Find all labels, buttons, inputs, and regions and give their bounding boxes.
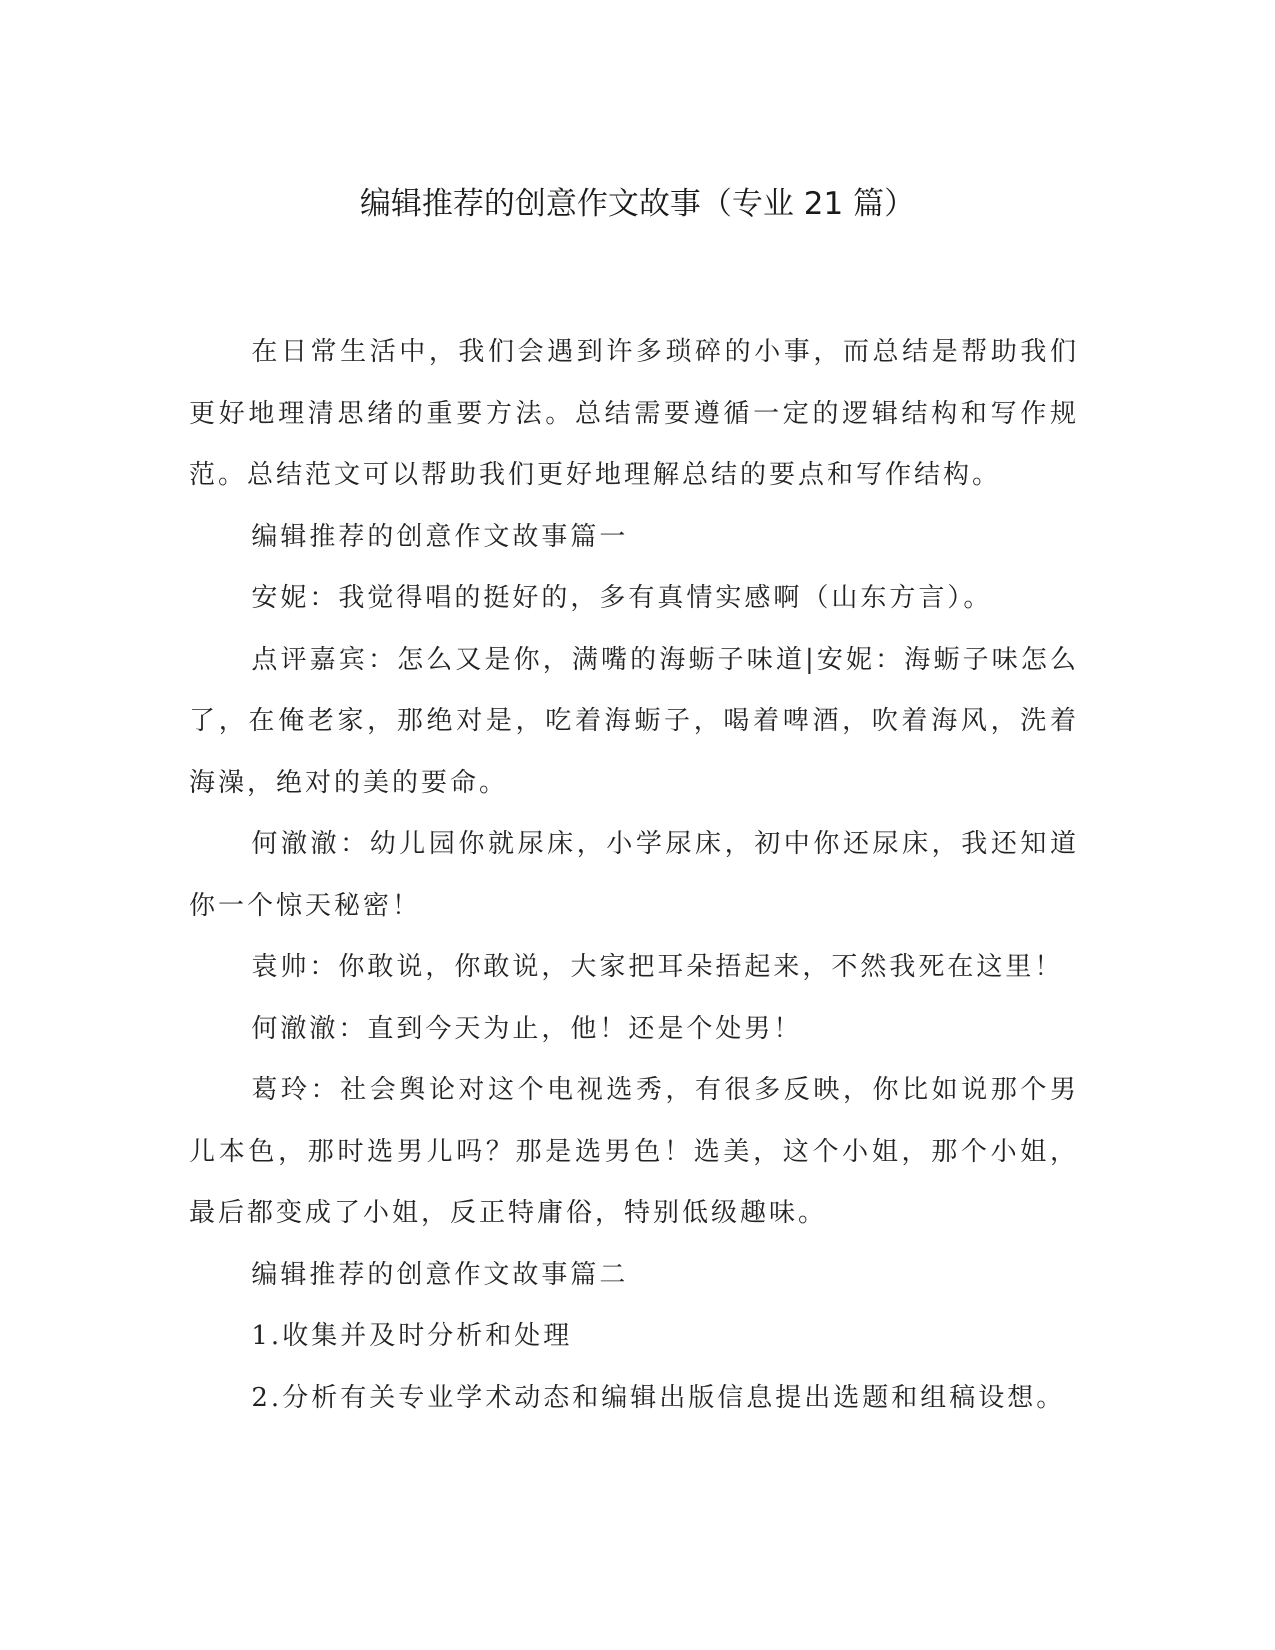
list-item: 2.分析有关专业学术动态和编辑出版信息提出选题和组稿设想。	[251, 1382, 1066, 1413]
document-body	[189, 322, 1079, 1429]
paragraph: 袁帅：你敢说，你敢说，大家把耳朵捂起来，不然我死在这里！	[251, 952, 1064, 982]
section-heading-1: 编辑推荐的创意作文故事篇一	[251, 521, 629, 552]
paragraph-intro: 在日常生活中，我们会遇到许多琐碎的小事，而总结是帮助我们更好地理清思绪的重要方法。总结需要遵循一定的逻辑结构和写作规范。总结范文可以帮助我们更好地理解总结的要点和写作结构。	[189, 337, 1079, 490]
list-item: 1.收集并及时分析和处理	[251, 1321, 573, 1351]
section-heading-2: 编辑推荐的创意作文故事篇二	[251, 1259, 629, 1290]
paragraph: 安妮：我觉得唱的挺好的，多有真情实感啊（山东方言）。	[251, 583, 993, 613]
document-title: 编辑推荐的创意作文故事（专业 21 篇）	[359, 186, 916, 222]
paragraph: 葛玲：社会舆论对这个电视选秀，有很多反映，你比如说那个男儿本色，那时选男儿吗？那是选男色！选美，这个小姐，那个小姐，最后都变成了小姐，反正特庸俗，特别低级趣味。	[189, 1075, 1079, 1228]
paragraph: 点评嘉宾：怎么又是你，满嘴的海蛎子味道|安妮：海蛎子味怎么了，在俺老家，那绝对是，吃着海蛎子，喝着啤酒，吹着海风，洗着海澡，绝对的美的要命。	[189, 644, 1079, 798]
paragraph: 何澈澈：直到今天为止，他！还是个处男！	[251, 1013, 803, 1044]
paragraph: 何澈澈：幼儿园你就尿床，小学尿床，初中你还尿床，我还知道你一个惊天秘密！	[189, 829, 1079, 921]
